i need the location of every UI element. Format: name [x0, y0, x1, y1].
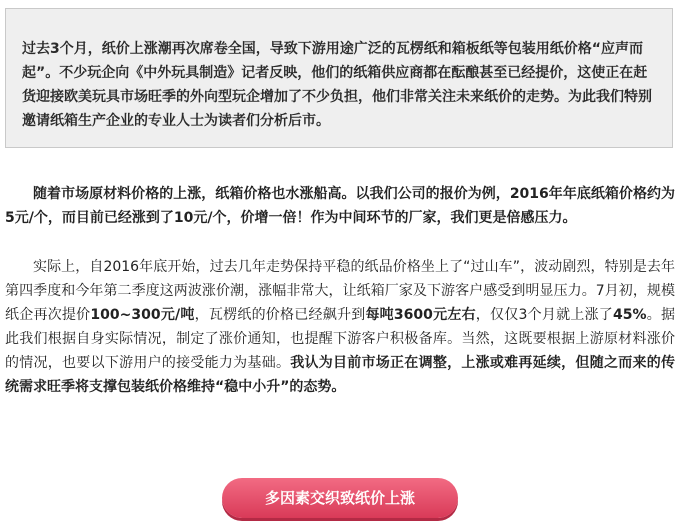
p2-bold-conclusion: 我认为目前市场正在调整，上涨或难再延续，但随之而来的传统需求旺季将支撑包装纸价格维持“稳中小升”的态势。 [5, 355, 675, 395]
summary-text: 过去3个月，纸价上涨潮再次席卷全国，导致下游用途广泛的瓦楞纸和箱板纸等包装用纸价格“应声而起”。不少玩企向《中外玩具制造》记者反映，他们的纸箱供应商都在酝酿甚至已经提价，这使正在赶货迎接欧美玩具市场旺季的外向型玩企增加了不少负担，他们非常关注未来纸价的走势。为此我们特别邀请纸箱生产企业的专业人士为读者们分析后市。 [22, 41, 652, 129]
section-title-button[interactable]: 多因素交织致纸价上涨 [222, 478, 458, 518]
p2-bold-percent: 45% [613, 307, 647, 323]
p2-bold-price-rise: 100~300元/吨 [90, 307, 195, 323]
p2-bold-price-level: 每吨3600元左右 [365, 307, 476, 323]
p2-seg-3: ，仅仅3个月就上涨了 [475, 307, 614, 323]
paragraph-1-text: 随着市场原材料价格的上涨，纸箱价格也水涨船高。以我们公司的报价为例，2016年年底纸箱价格约为5元/个，而目前已经涨到了10元/个，价增一倍！作为中间环节的厂家，我们更是倍感压力。 [5, 186, 675, 226]
p2-seg-2: ，瓦楞纸的价格已经飙升到 [194, 307, 366, 323]
p2-seg-4: 。据此我们根据自身实际情况，制定了涨价通知，也提醒下游客户积极备库。当然，这既要根据上游原材料涨价的情况，也要以下游用户的接受能力为基础。 [5, 307, 676, 371]
summary-box [5, 8, 673, 148]
paragraph-1 [5, 182, 675, 230]
paragraph-2 [5, 255, 675, 399]
p2-seg-1: 实际上，自2016年底开始，过去几年走势保持平稳的纸品价格坐上了“过山车”，波动剧烈，特别是去年第四季度和今年第二季度这两波涨价潮，涨幅非常大，让纸箱厂家及下游客户感受到明显压力。7月初，规模纸企再次提价 [5, 259, 675, 323]
